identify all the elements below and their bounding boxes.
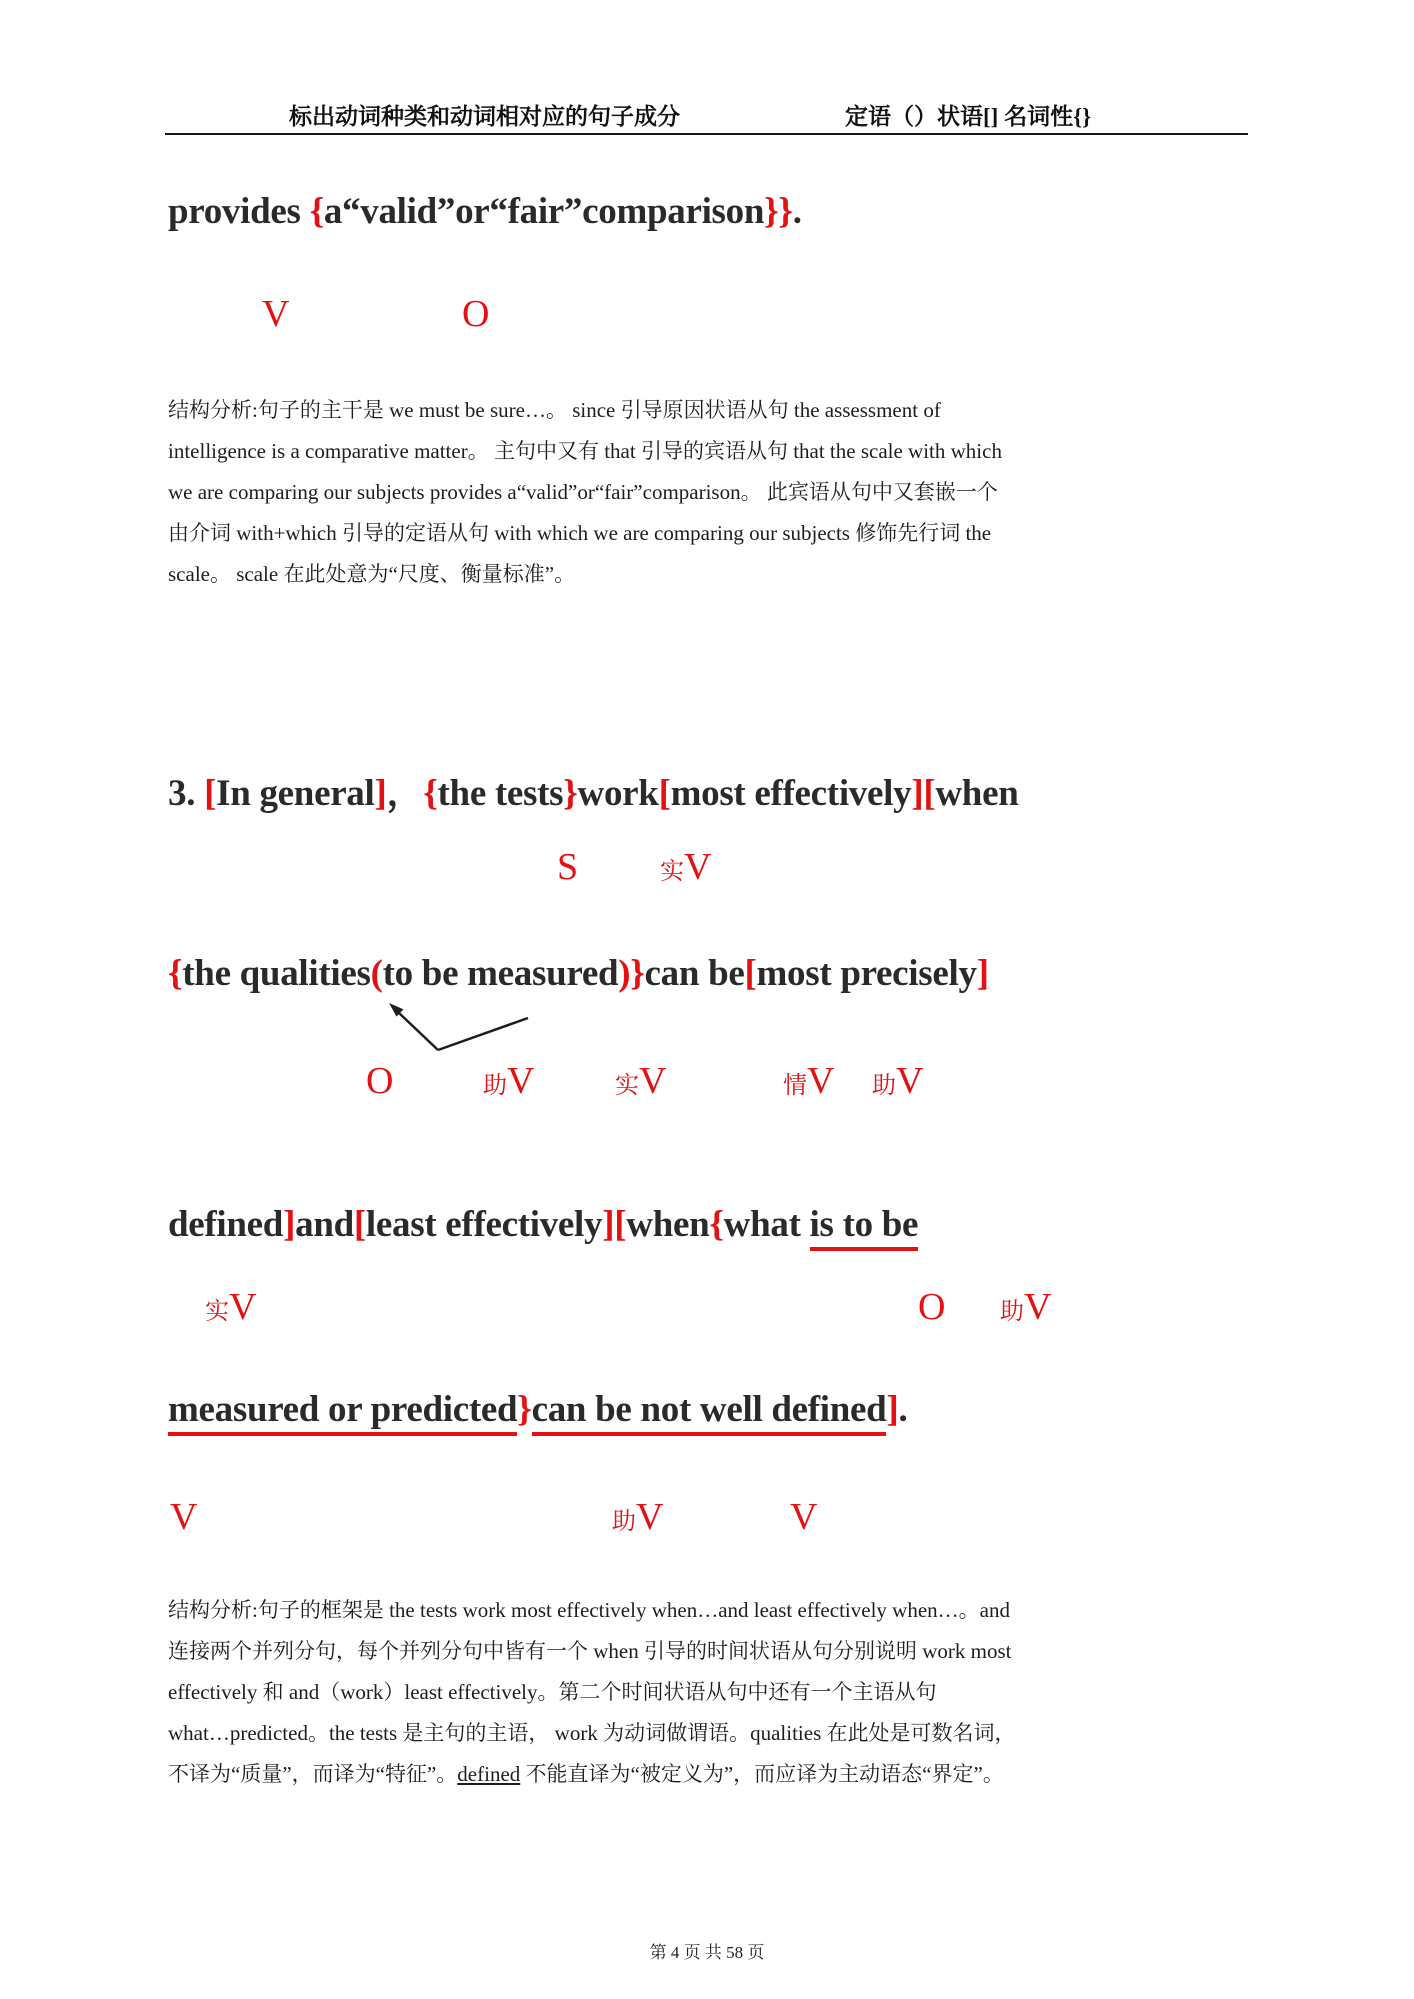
grammar-label: 助V [1000, 1286, 1052, 1328]
sentence-line-qualities: {the qualities(to be measured)}can be[most precisely] [168, 953, 989, 994]
grammar-label: O [366, 1060, 394, 1102]
sentence-line-measured: measured or predicted}can be not well defined]. [168, 1388, 907, 1431]
structure-analysis-paragraph-1 [168, 390, 1250, 595]
grammar-label: 助V [483, 1060, 535, 1102]
grammar-label: 助V [612, 1496, 664, 1538]
grammar-label: S [557, 846, 579, 888]
grammar-label: 实V [660, 846, 712, 888]
header-left-title: 标出动词种类和动词相对应的句子成分 [289, 104, 680, 129]
sentence-line-defined: defined]and[least effectively][when{what is to be [168, 1203, 918, 1246]
header-right-title: 定语（）状语[] 名词性{} [845, 104, 1092, 129]
analysis-line: what…predicted。the tests 是主句的主语， work 为动词做谓语。qualities 在此处是可数名词， [168, 1721, 1016, 1745]
sentence-line-provides: provides {a“valid”or“fair”comparison}}. [168, 191, 802, 232]
grammar-label: V [170, 1496, 198, 1538]
grammar-label: 助V [872, 1060, 924, 1102]
page-footer: 第 4 页 共 58 页 [649, 1943, 765, 1962]
grammar-label: O [918, 1286, 946, 1328]
grammar-label: O [462, 293, 490, 335]
header-rule [165, 133, 1248, 135]
analysis-line: 连接两个并列分句，每个并列分句中皆有一个 when 引导的时间状语从句分别说明 work most [168, 1639, 1012, 1663]
analysis-line: 结构分析:句子的框架是 the tests work most effectively when…and least effectively when…。and [168, 1598, 1010, 1622]
analysis-line: 不译为“质量”，而译为“特征”。defined 不能直译为“被定义为”，而应译为主动语态“界定”。 [168, 1762, 1004, 1786]
analysis-line: we are comparing our subjects provides a“valid”or“fair”comparison。 此宾语从句中又套嵌一个 [168, 480, 998, 504]
analysis-line: 由介词 with+which 引导的定语从句 with which we are comparing our subjects 修饰先行词 the [168, 521, 992, 545]
analysis-line: scale。 scale 在此处意为“尺度、衡量标准”。 [168, 562, 576, 586]
grammar-label: 实V [615, 1060, 667, 1102]
analysis-line: intelligence is a comparative matter。 主句中又有 that 引导的宾语从句 that the scale with which [168, 439, 1002, 463]
analysis-line: 结构分析:句子的主干是 we must be sure…。 since 引导原因状语从句 the assessment of [168, 398, 941, 422]
structure-analysis-paragraph-2 [168, 1590, 1250, 1795]
grammar-label: 实V [205, 1286, 257, 1328]
grammar-label: V [262, 293, 290, 335]
sentence-heading-3: 3. [In general]，{the tests}work[most effectively][when [168, 773, 1019, 814]
analysis-line: effectively 和 and（work）least effectively。第二个时间状语从句中还有一个主语从句 [168, 1680, 937, 1704]
grammar-label: 情V [783, 1060, 835, 1102]
grammar-label: V [790, 1496, 818, 1538]
